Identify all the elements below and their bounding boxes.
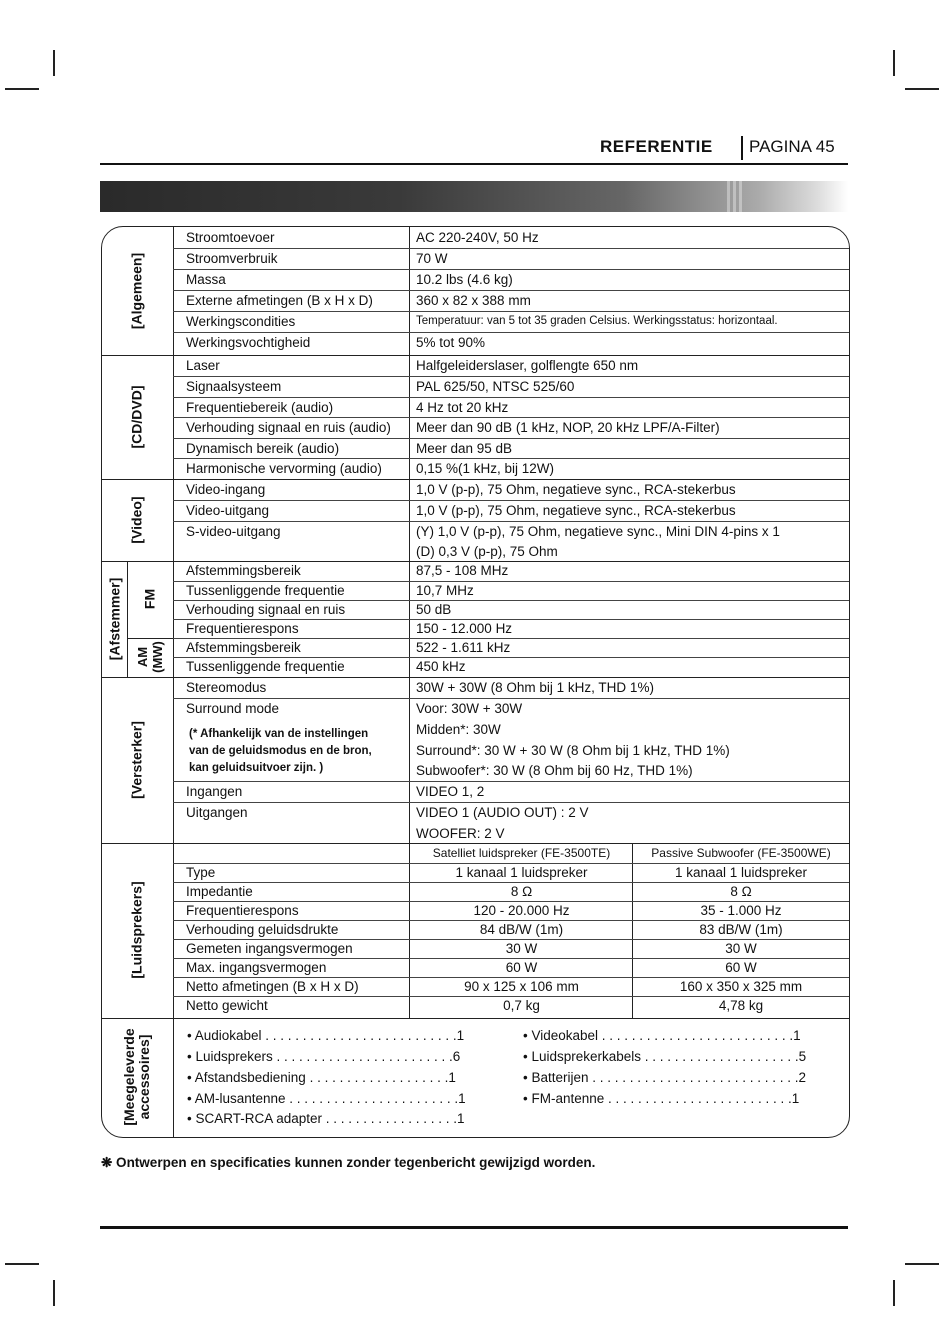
table-row: Type 1 kanaal 1 luidspreker 1 kanaal 1 luidspreker xyxy=(173,863,849,883)
section-label-fm: FM xyxy=(141,588,158,610)
crop-mark xyxy=(905,88,939,90)
table-row: Netto afmetingen (B x H x D) 90 x 125 x 106 mm 160 x 350 x 325 mm xyxy=(173,977,849,997)
footer-rule xyxy=(100,1226,848,1229)
section-label-am: AM (MW) xyxy=(135,641,165,673)
list-item: • SCART-RCA adapter . . . . . . . . . . . . . . . . . .1 xyxy=(187,1111,465,1126)
table-row: Harmonische vervorming (audio) 0,15 %(1 kHz, bij 12W) xyxy=(173,458,849,480)
section-label-luidsprekers: [Luidsprekers] xyxy=(128,881,145,979)
table-row: Frequentiebereik (audio) 4 Hz tot 20 kHz xyxy=(173,397,849,418)
table-row: Afstemmingsbereik 87,5 - 108 MHz xyxy=(186,563,509,578)
footnote: ❋ Ontwerpen en specificaties kunnen zonder tegenbericht gewijzigd worden. xyxy=(101,1155,596,1170)
table-row: Ingangen VIDEO 1, 2 xyxy=(173,781,849,802)
list-item: • Audiokabel . . . . . . . . . . . . . . . . . . . . . . . . . .1 xyxy=(187,1028,465,1043)
table-row: Verhouding signaal en ruis 50 dB xyxy=(173,600,849,620)
section-label-cddvd: [CD/DVD] xyxy=(128,385,145,449)
crop-mark xyxy=(893,50,895,76)
crop-mark xyxy=(5,88,39,90)
list-item: • Luidsprekerkabels . . . . . . . . . . . . . . . . . . . . .5 xyxy=(523,1049,807,1064)
section-label-versterker: [Versterker] xyxy=(128,721,145,799)
table-row: Tussenliggende frequentie 450 kHz xyxy=(173,657,849,678)
page-number: PAGINA 45 xyxy=(749,137,835,156)
table-row: Max. ingangsvermogen 60 W 60 W xyxy=(173,958,849,978)
section-title: REFERENTIE xyxy=(600,137,713,156)
crop-mark xyxy=(53,1280,55,1306)
crop-mark xyxy=(5,1263,39,1265)
table-row: Laser Halfgeleiderslaser, golflengte 650 nm xyxy=(186,358,639,373)
spec-table xyxy=(101,226,850,1138)
section-label-algemeen: [Algemeen] xyxy=(128,252,145,330)
table-row: Afstemmingsbereik 522 - 1.611 kHz xyxy=(173,638,849,658)
table-row: Werkingsvochtigheid 5% tot 90% xyxy=(173,332,849,355)
crop-mark xyxy=(53,50,55,76)
header-rule xyxy=(100,163,848,165)
table-row: Stroomverbruik 70 W xyxy=(173,248,849,269)
crop-mark xyxy=(893,1280,895,1306)
list-item: • Luidsprekers . . . . . . . . . . . . . . . . . . . . . . . .6 xyxy=(187,1049,461,1064)
table-row: S-video-uitgang (Y) 1,0 V (p-p), 75 Ohm, negatieve sync., Mini DIN 4-pins x 1 (D) 0,3 V (p-p), 75 Ohm xyxy=(173,521,849,562)
table-row: Externe afmetingen (B x H x D) 360 x 82 x 388 mm xyxy=(173,290,849,311)
table-row: Werkingscondities Temperatuur: van 5 tot 35 graden Celsius. Werkingsstatus: horizontaal. xyxy=(173,311,849,332)
section-label-afstemmer: [Afstemmer] xyxy=(106,577,123,661)
table-row: Netto gewicht 0,7 kg 4,78 kg xyxy=(173,996,849,1019)
table-row: Impedantie 8 Ω 8 Ω xyxy=(173,882,849,902)
header-divider xyxy=(741,136,743,160)
table-row: Tussenliggende frequentie 10,7 MHz xyxy=(173,581,849,601)
list-item: • Afstandsbediening . . . . . . . . . . . . . . . . . . .1 xyxy=(187,1070,456,1085)
table-row: Gemeten ingangsvermogen 30 W 30 W xyxy=(173,939,849,959)
table-header-row: Satelliet luidspreker (FE-3500TE) Passive Subwoofer (FE-3500WE) xyxy=(432,846,831,860)
table-row: Frequentierespons 150 - 12.000 Hz xyxy=(173,619,849,639)
table-row: Verhouding geluidsdrukte 84 dB/W (1m) 83 dB/W (1m) xyxy=(173,920,849,940)
list-item: • Batterijen . . . . . . . . . . . . . . . . . . . . . . . . . . . .2 xyxy=(523,1070,807,1085)
table-row: Dynamisch bereik (audio) Meer dan 95 dB xyxy=(173,438,849,459)
surround-note: (* Afhankelijk van de instellingen van de geluidsmodus en de bron, kan geluidsuitvoer zijn. ) xyxy=(189,728,372,774)
table-row: Stereomodus 30W + 30W (8 Ohm bij 1 kHz, THD 1%) xyxy=(186,680,654,695)
crop-mark xyxy=(905,1263,939,1265)
section-label-video: [Video] xyxy=(128,496,145,544)
table-row: Surround mode (* Afhankelijk van de instellingen van de geluidsmodus en de bron, kan geluidsuitvoer zijn. ) Voor: 30W + 30W Midden*: 30W Surround*: 30 W + 30 W (8 Ohm bij 1 kHz, THD 1%) Subwoofer*: 30 W (8 Ohm bij 60 Hz, THD 1%) xyxy=(173,698,849,782)
table-row: Verhouding signaal en ruis (audio) Meer dan 90 dB (1 kHz, NOP, 20 kHz LPF/A-Filter) xyxy=(173,417,849,438)
table-row: Stroomtoevoer AC 220-240V, 50 Hz xyxy=(186,230,539,245)
table-row: Massa 10.2 lbs (4.6 kg) xyxy=(173,269,849,290)
list-item: • Videokabel . . . . . . . . . . . . . . . . . . . . . . . . . .1 xyxy=(523,1028,801,1043)
table-row: Uitgangen VIDEO 1 (AUDIO OUT) : 2 V WOOFER: 2 V xyxy=(173,802,849,844)
table-row: Frequentierespons 120 - 20.000 Hz 35 - 1.000 Hz xyxy=(173,901,849,921)
section-label-accessoires: [Meegeleverde accessoires] xyxy=(121,1028,152,1126)
table-row: Video-ingang 1,0 V (p-p), 75 Ohm, negatieve sync., RCA-stekerbus xyxy=(186,482,736,497)
gradient-banner xyxy=(100,181,848,212)
list-item: • AM-lusantenne . . . . . . . . . . . . . . . . . . . . . . .1 xyxy=(187,1091,466,1106)
list-item: • FM-antenne . . . . . . . . . . . . . . . . . . . . . . . . .1 xyxy=(523,1091,800,1106)
section-column xyxy=(102,227,174,1137)
table-row: Video-uitgang 1,0 V (p-p), 75 Ohm, negatieve sync., RCA-stekerbus xyxy=(173,500,849,521)
table-row: Signaalsysteem PAL 625/50, NTSC 525/60 xyxy=(173,376,849,397)
